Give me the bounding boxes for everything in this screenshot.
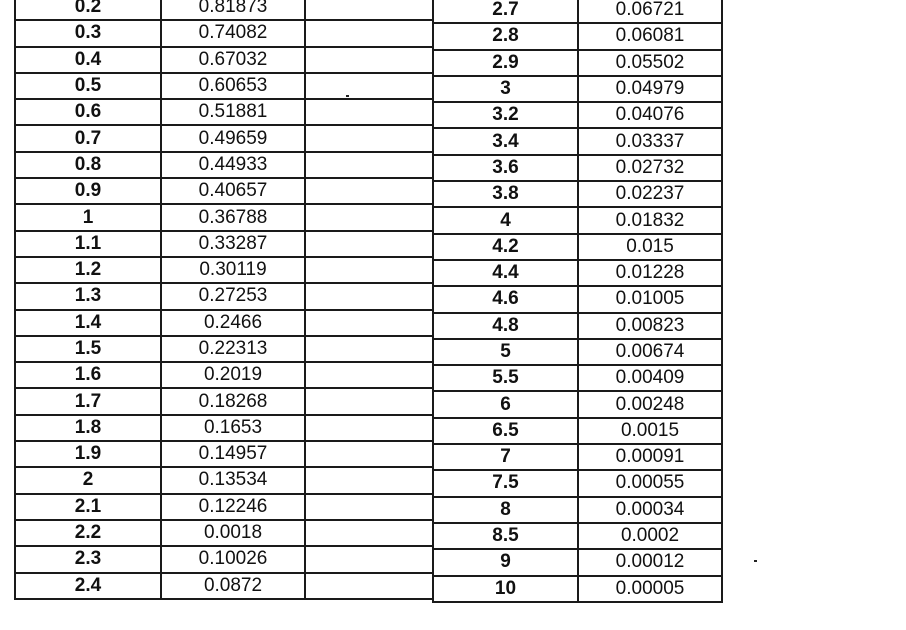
x-value-cell: 4.4 [433,260,578,286]
x-value-cell: 0.3 [15,20,161,46]
function-value-cell: 0.0002 [578,523,722,549]
table-row [15,20,433,46]
scan-speck [346,95,349,97]
function-value-cell: 0.06081 [578,23,722,49]
table-row [433,444,722,470]
function-value-cell: 0.2466 [161,310,305,336]
x-value-cell: 2.9 [433,50,578,76]
function-value-cell: 0.51881 [161,99,305,125]
table-row [433,155,722,181]
x-value-cell: 1.5 [15,336,161,362]
table-row [15,231,433,257]
table-row [433,128,722,154]
table-row [15,467,433,493]
empty-cell [305,152,433,178]
function-value-cell: 0.00409 [578,365,722,391]
function-value-cell: 0.10026 [161,546,305,572]
table-row [433,549,722,575]
function-value-cell: 0.00674 [578,339,722,365]
empty-cell [305,0,433,20]
table-row [15,204,433,230]
table-row [433,497,722,523]
x-value-cell: 2.1 [15,494,161,520]
x-value-cell: 0.7 [15,125,161,151]
empty-cell [305,494,433,520]
function-value-cell: 0.14957 [161,441,305,467]
function-value-cell: 0.02237 [578,181,722,207]
table-row [15,0,433,20]
function-value-cell: 0.1653 [161,415,305,441]
table-row [433,470,722,496]
function-value-cell: 0.05502 [578,50,722,76]
function-value-cell: 0.0015 [578,418,722,444]
table-row [433,0,722,23]
function-value-cell: 0.67032 [161,47,305,73]
empty-cell [305,125,433,151]
table-row [15,152,433,178]
table-row [433,76,722,102]
x-value-cell: 1.2 [15,257,161,283]
table-row [15,336,433,362]
table-row [15,546,433,572]
x-value-cell: 6 [433,391,578,417]
x-value-cell: 2.7 [433,0,578,23]
empty-cell [305,520,433,546]
x-value-cell: 7.5 [433,470,578,496]
table-row [433,313,722,339]
table-row [15,362,433,388]
table-row [15,388,433,414]
x-value-cell: 2.8 [433,23,578,49]
function-value-cell: 0.74082 [161,20,305,46]
x-value-cell: 4.6 [433,286,578,312]
x-value-cell: 3.6 [433,155,578,181]
empty-cell [305,283,433,309]
empty-cell [305,99,433,125]
x-value-cell: 7 [433,444,578,470]
table-row [15,415,433,441]
function-value-cell: 0.36788 [161,204,305,230]
function-value-cell: 0.22313 [161,336,305,362]
function-value-cell: 0.44933 [161,152,305,178]
function-value-cell: 0.00823 [578,313,722,339]
table-row [433,286,722,312]
table-row [433,339,722,365]
function-value-cell: 0.04979 [578,76,722,102]
x-value-cell: 4 [433,207,578,233]
table-row [15,125,433,151]
empty-cell [305,336,433,362]
function-value-cell: 0.13534 [161,467,305,493]
scan-speck [754,560,757,562]
table-row [15,283,433,309]
empty-cell [305,257,433,283]
function-value-cell: 0.01005 [578,286,722,312]
function-value-cell: 0.02732 [578,155,722,181]
table-row [15,47,433,73]
x-value-cell: 5.5 [433,365,578,391]
right-table-body [433,0,722,602]
empty-cell [305,388,433,414]
x-value-cell: 1.6 [15,362,161,388]
x-value-cell: 3 [433,76,578,102]
function-value-cell: 0.015 [578,234,722,260]
x-value-cell: 1.1 [15,231,161,257]
x-value-cell: 1.9 [15,441,161,467]
function-value-cell: 0.00034 [578,497,722,523]
table-row [433,234,722,260]
x-value-cell: 0.4 [15,47,161,73]
empty-cell [305,310,433,336]
table-row [433,260,722,286]
table-row [433,391,722,417]
x-value-cell: 0.2 [15,0,161,20]
empty-cell [305,546,433,572]
function-value-cell: 0.18268 [161,388,305,414]
x-value-cell: 1.4 [15,310,161,336]
empty-cell [305,73,433,99]
x-value-cell: 6.5 [433,418,578,444]
table-row [433,50,722,76]
function-value-cell: 0.01832 [578,207,722,233]
x-value-cell: 1.7 [15,388,161,414]
table-row [433,365,722,391]
x-value-cell: 0.8 [15,152,161,178]
function-value-cell: 0.60653 [161,73,305,99]
x-value-cell: 1.8 [15,415,161,441]
right-value-table [432,0,723,603]
function-value-cell: 0.03337 [578,128,722,154]
x-value-cell: 4.8 [433,313,578,339]
x-value-cell: 10 [433,576,578,602]
x-value-cell: 2.3 [15,546,161,572]
function-value-cell: 0.0872 [161,573,305,599]
x-value-cell: 4.2 [433,234,578,260]
empty-cell [305,467,433,493]
function-value-cell: 0.00005 [578,576,722,602]
table-row [15,310,433,336]
x-value-cell: 0.9 [15,178,161,204]
function-value-cell: 0.27253 [161,283,305,309]
x-value-cell: 9 [433,549,578,575]
table-row [15,441,433,467]
table-row [433,181,722,207]
function-value-cell: 0.40657 [161,178,305,204]
table-row [433,207,722,233]
x-value-cell: 8 [433,497,578,523]
empty-cell [305,47,433,73]
x-value-cell: 3.8 [433,181,578,207]
function-value-cell: 0.00248 [578,391,722,417]
empty-cell [305,441,433,467]
table-row [15,573,433,599]
x-value-cell: 3.2 [433,102,578,128]
x-value-cell: 1 [15,204,161,230]
table-row [433,102,722,128]
table-row [15,494,433,520]
table-row [15,257,433,283]
function-value-cell: 0.49659 [161,125,305,151]
x-value-cell: 1.3 [15,283,161,309]
function-value-cell: 0.2019 [161,362,305,388]
function-value-cell: 0.00091 [578,444,722,470]
function-value-cell: 0.0018 [161,520,305,546]
function-value-cell: 0.30119 [161,257,305,283]
function-value-cell: 0.01228 [578,260,722,286]
x-value-cell: 2.2 [15,520,161,546]
x-value-cell: 0.6 [15,99,161,125]
function-value-cell: 0.33287 [161,231,305,257]
x-value-cell: 8.5 [433,523,578,549]
x-value-cell: 2 [15,467,161,493]
table-row [15,73,433,99]
table-row [433,418,722,444]
table-row [433,576,722,602]
table-row [15,178,433,204]
table-row [15,520,433,546]
function-value-cell: 0.00055 [578,470,722,496]
function-value-cell: 0.81873 [161,0,305,20]
function-value-cell: 0.04076 [578,102,722,128]
empty-cell [305,415,433,441]
function-value-cell: 0.12246 [161,494,305,520]
left-value-table [14,0,433,600]
empty-cell [305,231,433,257]
empty-cell [305,362,433,388]
table-row [433,23,722,49]
x-value-cell: 2.4 [15,573,161,599]
x-value-cell: 3.4 [433,128,578,154]
empty-cell [305,20,433,46]
left-table-body [15,0,433,599]
function-value-cell: 0.06721 [578,0,722,23]
x-value-cell: 5 [433,339,578,365]
x-value-cell: 0.5 [15,73,161,99]
empty-cell [305,178,433,204]
empty-cell [305,204,433,230]
table-row [433,523,722,549]
table-row [15,99,433,125]
empty-cell [305,573,433,599]
function-value-cell: 0.00012 [578,549,722,575]
